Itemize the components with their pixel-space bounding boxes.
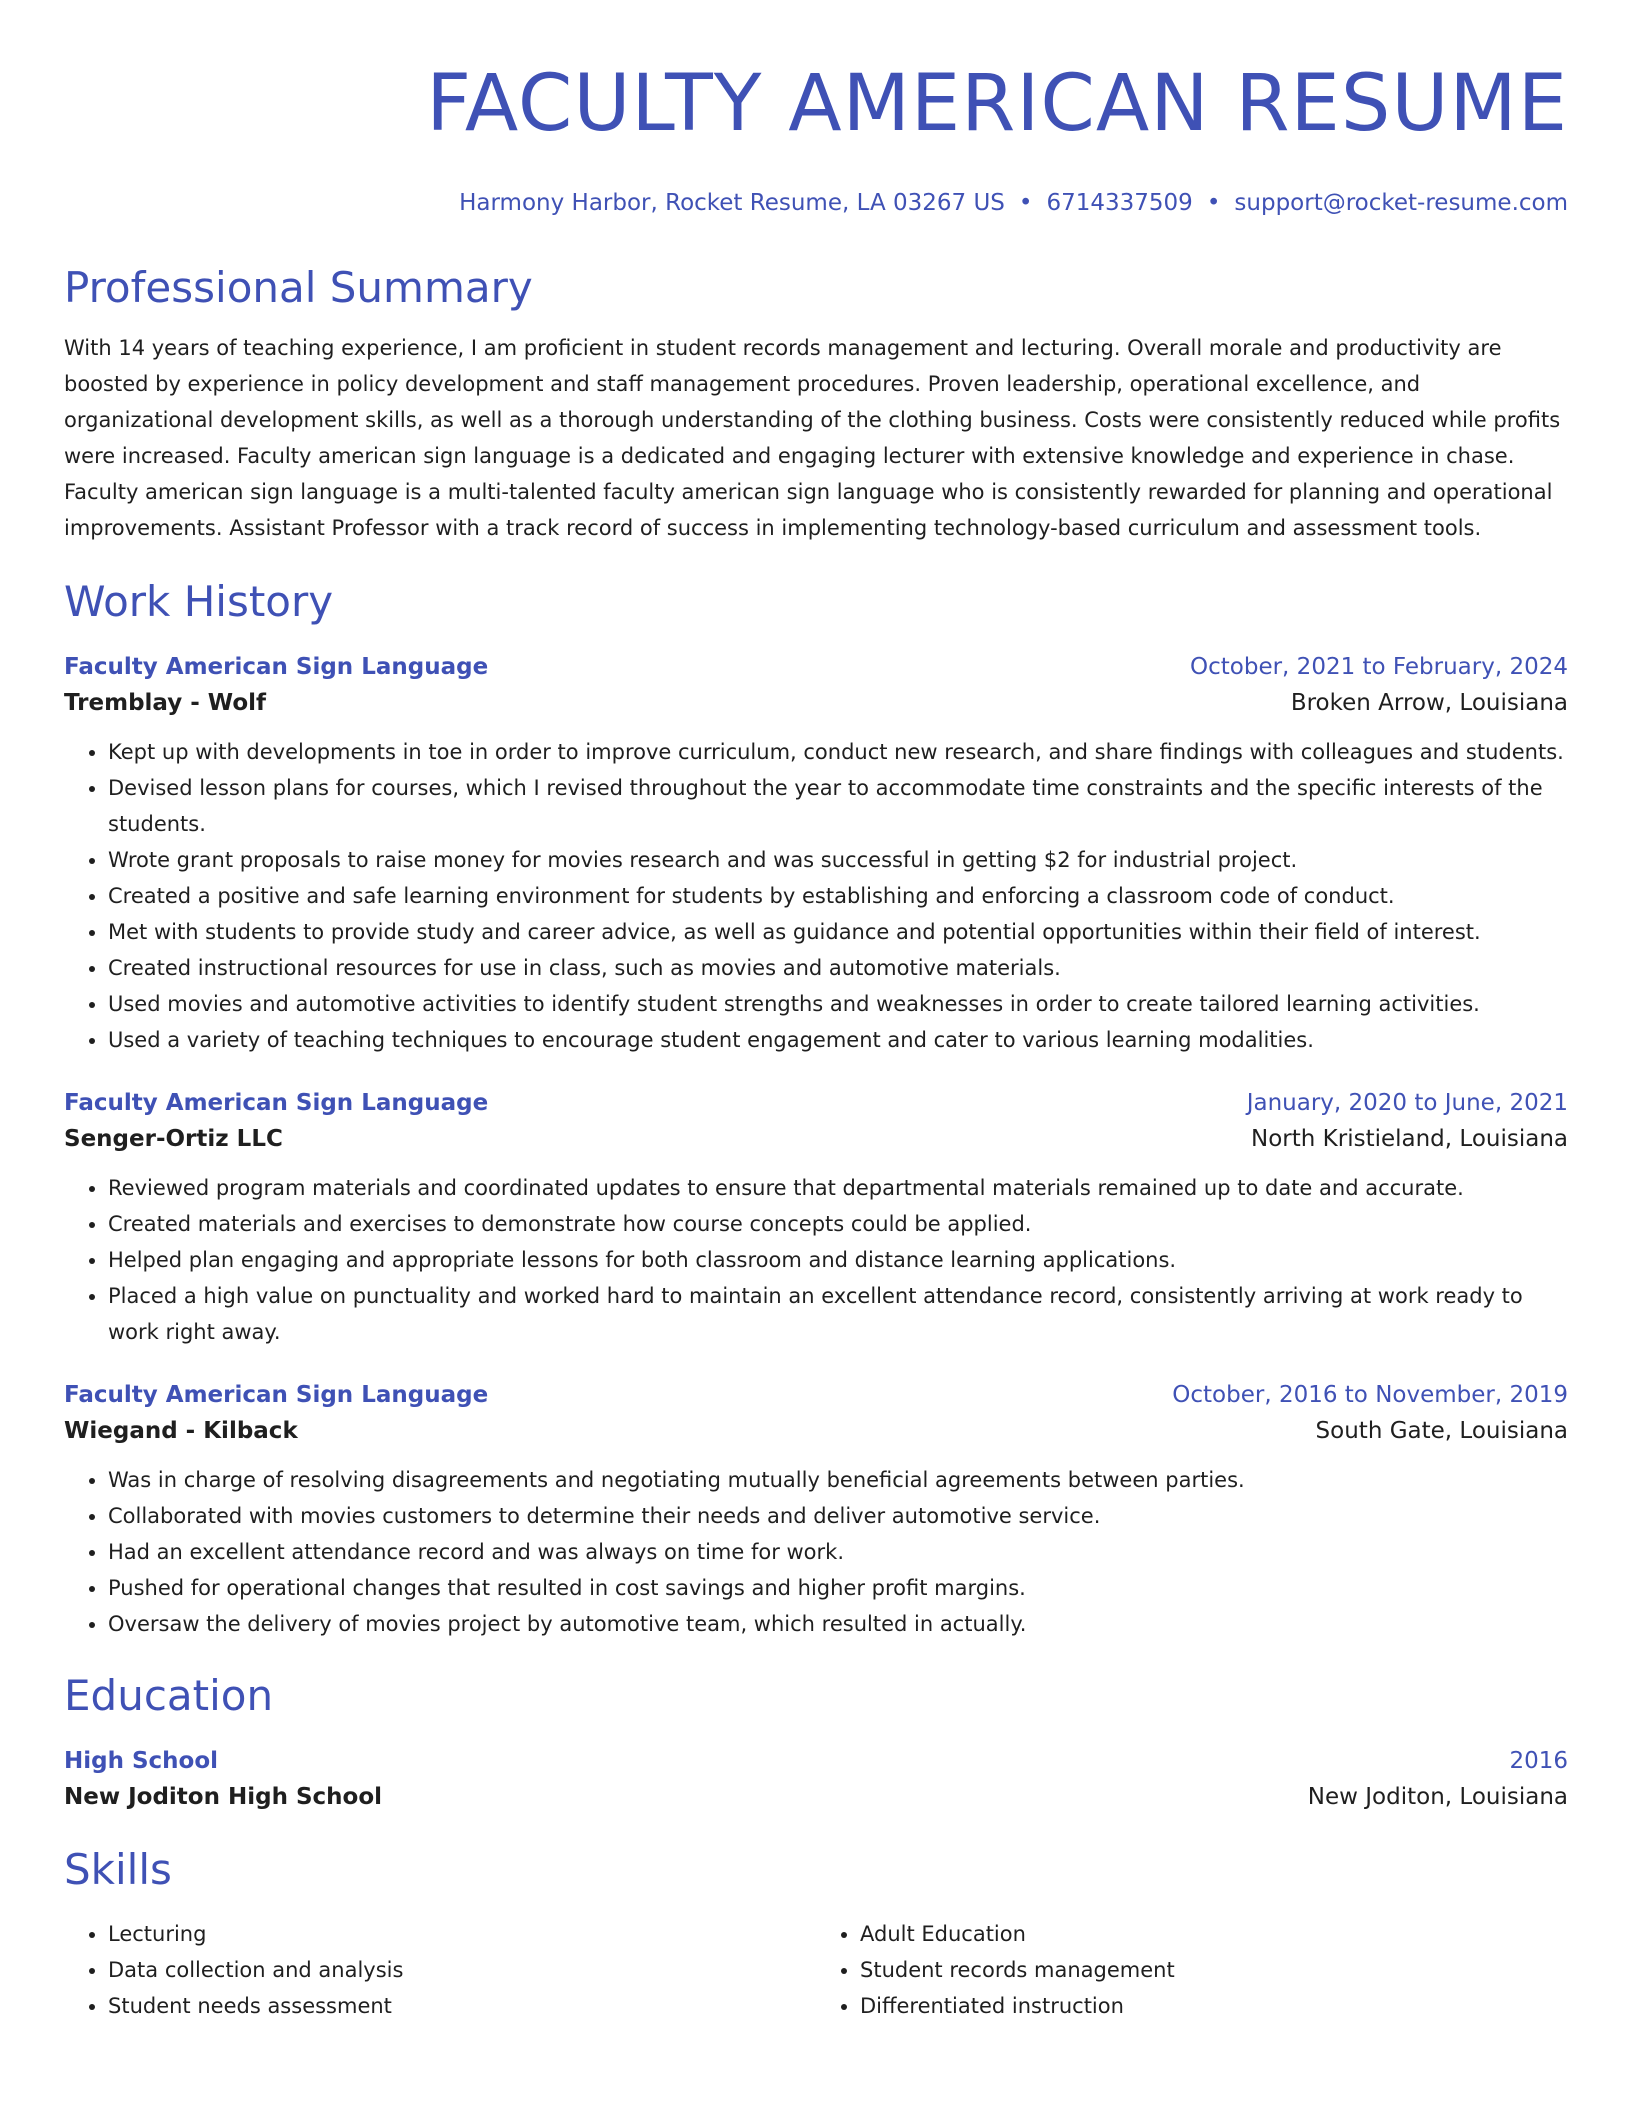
job-entry [64,1086,1568,1350]
job-bullet: • Pushed for operational changes that resulted in cost savings and higher profit margins. [108,1570,1568,1606]
job-bullet: • Collaborated with movies customers to determine their needs and deliver automotive service. [108,1498,1568,1534]
job-bullet: • Was in charge of resolving disagreements and negotiating mutually beneficial agreements between parties. [108,1462,1568,1498]
section-title-education: Education [64,1671,274,1720]
job-bullet: • Created instructional resources for use in class, such as movies and automotive materials. [108,950,1568,986]
job-bullet: • Wrote grant proposals to raise money for movies research and was successful in getting $2 for industrial project. [108,842,1568,878]
job-company: Wiegand - Kilback [64,1418,298,1444]
contact-email: support@rocket-resume.com [1234,190,1568,216]
job-bullet: • Devised lesson plans for courses, which I revised throughout the year to accommodate time constraints and the specific interests of the students. [108,770,1568,842]
contact-separator: • [1018,190,1033,216]
skills-list [64,1916,1568,2024]
job-title: Faculty American Sign Language [64,1090,489,1116]
job-title: Faculty American Sign Language [64,1382,489,1408]
job-bullet: • Created materials and exercises to demonstrate how course concepts could be applied. [108,1206,1568,1242]
section-title-summary: Professional Summary [64,263,533,312]
job-dates: October, 2016 to November, 2019 [1172,1382,1568,1408]
education-school: New Joditon High School [64,1784,383,1810]
skill-item: • Student needs assessment [108,1988,816,2024]
education-degree: High School [64,1748,219,1774]
skill-item: • Adult Education [860,1916,1568,1952]
section-title-work-history: Work History [64,577,334,626]
job-company: Senger-Ortiz LLC [64,1126,283,1152]
job-bullet: • Used a variety of teaching techniques to encourage student engagement and cater to various learning modalities. [108,1022,1568,1058]
job-bullet: • Used movies and automotive activities to identify student strengths and weaknesses in order to create tailored learning activities. [108,986,1568,1022]
job-bullet: • Had an excellent attendance record and was always on time for work. [108,1534,1568,1570]
contact-address: Harmony Harbor, Rocket Resume, LA 03267 US [459,190,1005,216]
contact-phone: 6714337509 [1046,190,1193,216]
skills-column-right [816,1916,1568,2024]
contact-line [64,188,1568,218]
education-year: 2016 [1509,1748,1568,1774]
section-title-skills: Skills [64,1845,172,1894]
job-dates: October, 2021 to February, 2024 [1190,654,1568,680]
skill-item: • Data collection and analysis [108,1952,816,1988]
job-location: South Gate, Louisiana [1315,1418,1568,1444]
job-bullets [64,1170,1568,1350]
job-dates: January, 2020 to June, 2021 [1246,1090,1568,1116]
skill-item: • Student records management [860,1952,1568,1988]
job-bullet: • Oversaw the delivery of movies project by automotive team, which resulted in actually. [108,1606,1568,1642]
job-bullet: • Created a positive and safe learning environment for students by establishing and enforcing a classroom code of conduct. [108,878,1568,914]
job-company: Tremblay - Wolf [64,690,267,716]
skills-column-left [64,1916,816,2024]
skill-item: • Differentiated instruction [860,1988,1568,2024]
job-location: North Kristieland, Louisiana [1251,1126,1568,1152]
job-bullet: • Kept up with developments in toe in order to improve curriculum, conduct new research, and share findings with colleagues and students. [108,734,1568,770]
job-title: Faculty American Sign Language [64,654,489,680]
skill-item: • Lecturing [108,1916,816,1952]
job-bullet: • Helped plan engaging and appropriate lessons for both classroom and distance learning applications. [108,1242,1568,1278]
summary-text: With 14 years of teaching experience, I am proficient in student records management and lecturing. Overall morale and productivity are boosted by experience in policy development and staff management procedures. Proven leadership, operational excellence, and organizational development skills, as well as a thorough understanding of the clothing business. Costs were consistently reduced while profits were increased. Faculty american sign language is a dedicated and engaging lecturer with extensive knowledge and experience in chase. Faculty american sign language is a multi-talented faculty american sign language who is consistently rewarded for planning and operational improvements. Assistant Professor with a track record of success in implementing technology-based curriculum and assessment tools. [64,336,1561,540]
job-bullet: • Reviewed program materials and coordinated updates to ensure that departmental materials remained up to date and accurate. [108,1170,1568,1206]
job-entry [64,650,1568,1058]
job-entry [64,1378,1568,1642]
job-bullet: • Met with students to provide study and career advice, as well as guidance and potential opportunities within their field of interest. [108,914,1568,950]
education-entry [64,1744,1568,1816]
contact-separator: • [1206,190,1221,216]
job-bullets [64,1462,1568,1642]
job-location: Broken Arrow, Louisiana [1290,690,1568,716]
job-bullet: • Placed a high value on punctuality and worked hard to maintain an excellent attendance record, consistently arriving at work ready to work right away. [108,1278,1568,1350]
job-bullets [64,734,1568,1058]
education-location: New Joditon, Louisiana [1307,1784,1568,1810]
resume-name: FACULTY AMERICAN RESUME [426,59,1568,149]
